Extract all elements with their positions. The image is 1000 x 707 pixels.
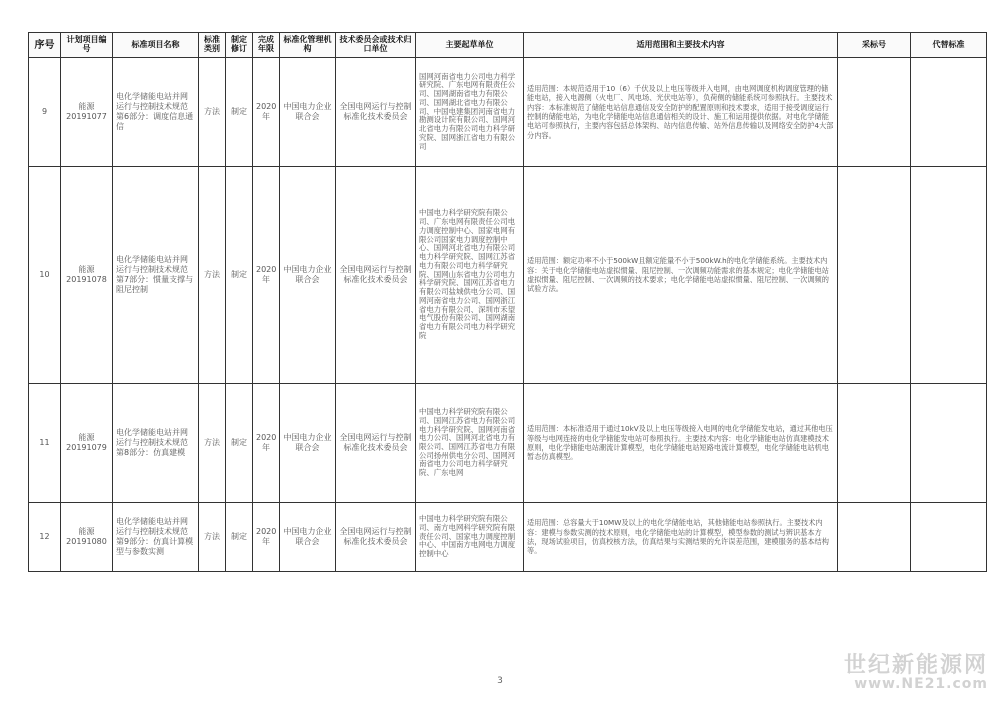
cell-year: 2020年 <box>253 167 280 384</box>
cell-name: 电化学储能电站并网运行与控制技术规范 第6部分：调度信息通信 <box>113 58 199 167</box>
cell-name: 电化学储能电站并网运行与控制技术规范 第8部分：仿真建模 <box>113 384 199 503</box>
table-row <box>29 503 987 572</box>
cell-seq: 11 <box>29 384 61 503</box>
cell-std-no <box>838 503 911 572</box>
header-committee: 技术委员会或技术归口单位 <box>336 33 416 58</box>
cell-year: 2020年 <box>253 503 280 572</box>
cell-committee: 全国电网运行与控制标准化技术委员会 <box>336 167 416 384</box>
cell-scope: 适用范围：额定功率不小于500kW且额定能量不小于500kW.h的电化学储能系统。主要技术内容：关于电化学储能电站虚拟惯量、阻尼控制、一次调频功能需求的基本规定；电化学储能电站虚拟惯量、阻尼控制、一次调频的技术要求；电化学储能电站虚拟惯量、阻尼控制、一次调频的试验方法。 <box>524 167 838 384</box>
header-plan-no: 计划项目编号 <box>61 33 113 58</box>
cell-name: 电化学储能电站并网运行与控制技术规范 第9部分：仿真计算模型与参数实测 <box>113 503 199 572</box>
table-row <box>29 58 987 167</box>
cell-units: 中国电力科学研究院有限公司、南方电网科学研究院有限责任公司、国家电力调度控制中心、中国南方电网电力调度控制中心 <box>416 503 524 572</box>
cell-org: 中国电力企业联合会 <box>280 167 336 384</box>
cell-std-no <box>838 58 911 167</box>
cell-std-no <box>838 384 911 503</box>
standards-plan-table <box>28 32 987 572</box>
cell-seq: 9 <box>29 58 61 167</box>
page-number: 3 <box>497 676 503 686</box>
cell-type: 制定 <box>226 503 253 572</box>
header-category: 标准类别 <box>199 33 226 58</box>
header-org: 标准化管理机构 <box>280 33 336 58</box>
cell-std-no <box>838 167 911 384</box>
cell-year: 2020年 <box>253 58 280 167</box>
cell-type: 制定 <box>226 384 253 503</box>
cell-replaced <box>911 503 987 572</box>
cell-plan-no: 能源 20191078 <box>61 167 113 384</box>
header-type: 制定修订 <box>226 33 253 58</box>
table-row <box>29 384 987 503</box>
cell-type: 制定 <box>226 58 253 167</box>
cell-replaced <box>911 384 987 503</box>
header-scope: 适用范围和主要技术内容 <box>524 33 838 58</box>
watermark-cn: 世纪新能源网 <box>843 653 988 678</box>
cell-name: 电化学储能电站并网运行与控制技术规范 第7部分：惯量支撑与阻尼控制 <box>113 167 199 384</box>
header-std-no: 采标号 <box>838 33 911 58</box>
cell-org: 中国电力企业联合会 <box>280 384 336 503</box>
header-year: 完成年限 <box>253 33 280 58</box>
cell-committee: 全国电网运行与控制标准化技术委员会 <box>336 58 416 167</box>
cell-seq: 12 <box>29 503 61 572</box>
cell-category: 方法 <box>199 503 226 572</box>
site-watermark <box>844 654 988 692</box>
cell-plan-no: 能源 20191079 <box>61 384 113 503</box>
header-name: 标准项目名称 <box>113 33 199 58</box>
cell-year: 2020年 <box>253 384 280 503</box>
header-units: 主要起草单位 <box>416 33 524 58</box>
table-header-row <box>29 33 987 58</box>
cell-category: 方法 <box>199 167 226 384</box>
cell-units: 中国电力科学研究院有限公司、国网江苏省电力有限公司电力科学研究院、国网河南省电力公司、国网河北省电力有限公司、国网江苏省电力有限公司扬州供电分公司、国网河南省电力公司电力科学研究院、广东电网 <box>416 384 524 503</box>
cell-scope: 适用范围：本规范适用于10（6）千伏及以上电压等级并入电网，由电网调度机构调度管理的储能电站，接入电源侧（火电厂、风电场、光伏电站等），负荷侧的储能系统可参照执行。主要技术内容：本标准规范了储能电站信息通信及安全防护的配置原则和技术要求，适用于接受调度运行控制的储能电站，为电化学储能电站信息通信相关的设计、施工和运用提供依据。对电化学储能电站可参照执行，主要内容包括总体架构、站内信息传输、站外信息传输以及网络安全防护4大部分内容。 <box>524 58 838 167</box>
cell-committee: 全国电网运行与控制标准化技术委员会 <box>336 503 416 572</box>
header-seq: 序号 <box>29 33 61 58</box>
cell-scope: 适用范围：总容量大于10MW及以上的电化学储能电站，其他储能电站参照执行。主要技术内容：建模与参数实测的技术原则，电化学储能电站的计算模型，模型参数的测试与辨识基本方法，现场试验项目，仿真校核方法，仿真结果与实测结果的允许误差范围，建模服务的基本结构等。 <box>524 503 838 572</box>
cell-plan-no: 能源 20191080 <box>61 503 113 572</box>
cell-replaced <box>911 167 987 384</box>
header-replaced: 代替标准 <box>911 33 987 58</box>
cell-org: 中国电力企业联合会 <box>280 58 336 167</box>
cell-committee: 全国电网运行与控制标准化技术委员会 <box>336 384 416 503</box>
watermark-url: www.NE21.com <box>854 676 988 693</box>
cell-type: 制定 <box>226 167 253 384</box>
cell-replaced <box>911 58 987 167</box>
table-row <box>29 167 987 384</box>
cell-category: 方法 <box>199 58 226 167</box>
cell-units: 中国电力科学研究院有限公司、广东电网有限责任公司电力调度控制中心、国家电网有限公司国家电力调度控制中心、国网河北省电力有限公司电力科学研究院、国网江苏省电力有限公司电力科学研究院、国网山东省电力公司电力科学研究院、国网江苏省电力有限公司盐城供电分公司、国网河南省电力公司、国网浙江省电力有限公司、深圳市禾望电气股份有限公司、国网湖南省电力有限公司电力科学研究院 <box>416 167 524 384</box>
standards-table-page <box>28 32 986 572</box>
cell-units: 国网河南省电力公司电力科学研究院、广东电网有限责任公司、国网湖南省电力有限公司、国网湖北省电力有限公司、中国电建集团河南省电力勘测设计院有限公司、国网河北省电力有限公司电力科学研究院、国网浙江省电力有限公司 <box>416 58 524 167</box>
cell-category: 方法 <box>199 384 226 503</box>
cell-plan-no: 能源 20191077 <box>61 58 113 167</box>
cell-seq: 10 <box>29 167 61 384</box>
cell-scope: 适用范围：本标准适用于通过10kV及以上电压等级接入电网的电化学储能发电站，通过其他电压等级与电网连接的电化学储能发电站可参照执行。主要技术内容：电化学储能电站仿真建模技术原则，电化学储能电站潮流计算模型，电化学储能电站短路电流计算模型，电化学储能电站机电暂态仿真模型。 <box>524 384 838 503</box>
cell-org: 中国电力企业联合会 <box>280 503 336 572</box>
